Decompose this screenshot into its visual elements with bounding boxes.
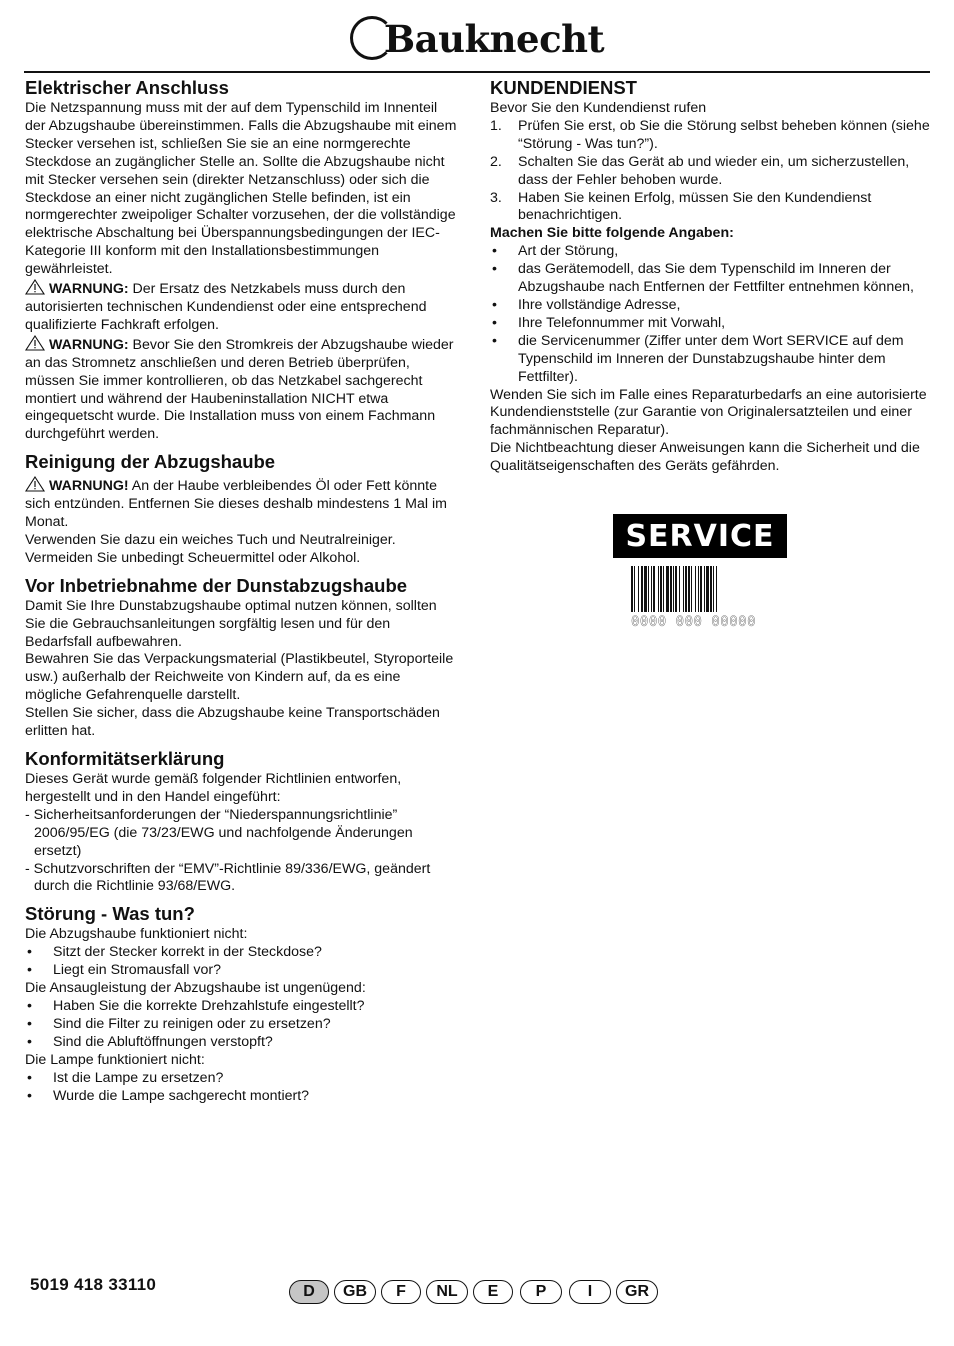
- service-code: 0000 000 00000: [631, 614, 757, 630]
- list-item: • Art der Störung,: [490, 243, 930, 261]
- brand-logo: [350, 12, 604, 66]
- barcode-bar: [666, 566, 669, 612]
- brand-name: Bauknecht: [383, 17, 605, 61]
- header: [0, 12, 954, 66]
- language-badge-p: P: [520, 1280, 562, 1304]
- list-item: • Ist die Lampe zu ersetzen?: [25, 1070, 461, 1088]
- warning-triangle-icon: [25, 279, 45, 295]
- barcode-bar: [658, 566, 659, 612]
- bullet-list: [25, 998, 461, 1052]
- warning-label: WARNUNG!: [49, 478, 129, 495]
- section-title: KUNDENDIENST: [490, 77, 637, 98]
- barcode-bar: [679, 566, 680, 612]
- warning-text: Bevor Sie den Stromkreis der Abzugshaube wieder an das Stromnetz anschließen und deren Betrieb überprüfen, müssen Sie immer kontrollieren, ob das Netzkabel sachgerecht montiert und während der Haubeninstallation NICHT etwa eingequetscht wurde. Die Installation muss von einem Fachmann durchgeführt werden.: [25, 336, 454, 443]
- step-number: 1.: [490, 117, 502, 134]
- bullet-list: [25, 1070, 461, 1106]
- language-badge-e: E: [473, 1280, 513, 1304]
- list-item: • Haben Sie die korrekte Drehzahlstufe eingestellt?: [25, 998, 461, 1016]
- barcode-icon: [631, 566, 769, 612]
- section-before-use: [25, 574, 461, 741]
- section-electrical: [25, 76, 461, 444]
- paragraph: Bevor Sie den Kundendienst rufen: [490, 100, 707, 116]
- paragraph: Damit Sie Ihre Dunstabzugshaube optimal nutzen können, sollten Sie die Gebrauchsanleitungen sorgfältig lesen und für den Bedarfsfall aufbewahren.: [25, 597, 437, 650]
- paragraph: Die Netzspannung muss mit der auf dem Typenschild im Innenteil der Abzugshaube übereinstimmen. Falls die Abzugshaube mit einem Stecker versehen ist, schließen Sie sie an eine normgerechte Steckdose an zugänglicher Stelle an. Sollte die Abzugshaube nicht mit Stecker versehen sein (direkter Netzanschluss) oder sich die Steckdose an einer nicht zugänglichen Stelle befinden, ist ein normgerechter zweipoliger Schalter vorzusehen, der die vollständige elektrische Abschaltung bei Überspannungsbedingungen der IEC-Kategorie III konform mit den Installationsbestimmungen gewährleistet.: [25, 100, 457, 278]
- language-badge-gb: GB: [334, 1280, 376, 1304]
- group-heading: Die Abzugshaube funktioniert nicht:: [25, 926, 248, 943]
- section-title: Reinigung der Abzugshaube: [25, 451, 276, 473]
- paragraph: Verwenden Sie dazu ein weiches Tuch und Neutralreiniger.: [25, 531, 396, 548]
- list-item: • Sind die Filter zu reinigen oder zu ersetzen?: [25, 1016, 461, 1034]
- barcode-bar: [685, 566, 687, 612]
- section-title: Elektrischer Anschluss: [25, 77, 229, 98]
- warning-label: WARNUNG:: [49, 336, 129, 353]
- list-item: [490, 118, 930, 154]
- section-customer-service: [490, 76, 930, 476]
- list-item: [490, 190, 930, 226]
- list-item: - Sicherheitsanforderungen der “Niederspannungsrichtlinie” 2006/95/EG (die 73/23/EWG und nachfolgende Änderungen ersetzt): [25, 806, 413, 859]
- barcode-bar: [688, 566, 690, 612]
- warning-note: [25, 476, 461, 532]
- step-text: Schalten Sie das Gerät ab und wieder ein, um sicherzustellen, dass der Fehler behoben wurde.: [518, 153, 910, 188]
- header-rule: [24, 71, 930, 73]
- barcode-bar: [675, 566, 677, 612]
- list-item: • Liegt ein Stromausfall vor?: [25, 962, 461, 980]
- service-label: [613, 514, 787, 630]
- barcode-bar: [704, 566, 705, 612]
- section-title: Störung - Was tun?: [25, 903, 195, 925]
- barcode-bar: [644, 566, 647, 612]
- paragraph: Dieses Gerät wurde gemäß folgender Richtlinien entworfen, hergestellt und in den Handel eingeführt:: [25, 771, 402, 805]
- barcode-bar: [653, 566, 655, 612]
- barcode-bar: [710, 566, 712, 612]
- left-column: [25, 76, 461, 1105]
- warning-note: [25, 335, 461, 444]
- list-item: • das Gerätemodell, das Sie dem Typenschild im Inneren der Abzugshaube nach Entfernen der Fettfilter entnehmen können,: [490, 261, 930, 297]
- service-title: SERVICE: [613, 514, 787, 558]
- barcode-bar: [700, 566, 702, 612]
- barcode-bar: [634, 566, 635, 612]
- warning-label: WARNUNG:: [49, 281, 129, 298]
- barcode-bar: [695, 566, 696, 612]
- group-heading: Die Lampe funktioniert nicht:: [25, 1051, 205, 1068]
- paragraph: Bewahren Sie das Verpackungsmaterial (Plastikbeutel, Styroporteile usw.) außerhalb der Reichweite von Kindern auf, da es eine mögliche Gefahrenquelle darstellt.: [25, 651, 454, 704]
- barcode-bar: [641, 566, 643, 612]
- paragraph: Die Nichtbeachtung dieser Anweisungen kann die Sicherheit und die Qualitätseigenschaften des Geräts gefährden.: [490, 440, 920, 475]
- section-conformity: [25, 747, 461, 896]
- group-heading: Die Ansaugleistung der Abzugshaube ist ungenügend:: [25, 980, 366, 997]
- list-item: • Sind die Abluftöffnungen verstopft?: [25, 1034, 461, 1052]
- bullet-list: [490, 243, 930, 386]
- barcode-bar: [673, 566, 674, 612]
- barcode-bar: [698, 566, 699, 612]
- bold-heading: Machen Sie bitte folgende Angaben:: [490, 225, 734, 242]
- list-item: • die Servicenummer (Ziffer unter dem Wort SERVICE auf dem Typenschild im Inneren der Dunstabzugshaube hinter dem Fettfilter).: [490, 333, 930, 387]
- numbered-list: [490, 118, 930, 225]
- language-badge-gr: GR: [616, 1280, 658, 1304]
- paragraph: Wenden Sie sich im Falle eines Reparaturbedarfs an eine autorisierte Kundendienststelle (zur Garantie von Originalersatzteilen und einer fachmännischen Reparatur).: [490, 386, 927, 439]
- language-badge-i: I: [569, 1280, 611, 1304]
- language-badge-f: F: [381, 1280, 421, 1304]
- barcode-bar: [713, 566, 714, 612]
- section-cleaning: [25, 450, 461, 568]
- barcode-bar: [716, 566, 717, 612]
- step-number: 3.: [490, 189, 502, 206]
- logo-ring-icon: [350, 16, 394, 60]
- list-item: • Sitzt der Stecker korrekt in der Steckdose?: [25, 944, 461, 962]
- barcode-bar: [683, 566, 684, 612]
- list-item: • Wurde die Lampe sachgerecht montiert?: [25, 1088, 461, 1106]
- barcode-bar: [663, 566, 664, 612]
- warning-triangle-icon: [25, 335, 45, 351]
- barcode-bar: [648, 566, 649, 612]
- section-title: Vor Inbetriebnahme der Dunstabzugshaube: [25, 574, 408, 596]
- list-item: • Ihre Telefonnummer mit Vorwahl,: [490, 315, 930, 333]
- step-number: 2.: [490, 153, 502, 170]
- language-badge-nl: NL: [426, 1280, 468, 1304]
- right-column: [490, 76, 930, 476]
- document-number: 5019 418 33110: [30, 1275, 157, 1294]
- barcode-bar: [706, 566, 709, 612]
- paragraph: Stellen Sie sicher, dass die Abzugshaube keine Transportschäden erlitten hat.: [25, 705, 440, 740]
- section-title: Konformitätserklärung: [25, 748, 225, 769]
- barcode-bar: [638, 566, 639, 612]
- barcode-bar: [660, 566, 662, 612]
- warning-text: An der Haube verbleibendes Öl oder Fett könnte sich entzünden. Entfernen Sie dieses deshalb mindestens 1 Mal im Monat.: [25, 478, 447, 531]
- warning-triangle-icon: [25, 476, 45, 492]
- list-item: • Ihre vollständige Adresse,: [490, 297, 930, 315]
- barcode-bar: [691, 566, 692, 612]
- section-troubleshooting: [25, 902, 461, 1105]
- warning-text: Der Ersatz des Netzkabels muss durch den autorisierten technischen Kundendienst oder eine entsprechend qualifizierte Fachkraft erfolgen.: [25, 281, 427, 333]
- barcode-bar: [631, 566, 633, 612]
- step-text: Haben Sie keinen Erfolg, müssen Sie den Kundendienst benachrichtigen.: [518, 189, 872, 224]
- language-badge-d: D: [289, 1280, 329, 1304]
- step-text: Prüfen Sie erst, ob Sie die Störung selbst beheben können (siehe “Störung - Was tun?”).: [518, 117, 930, 152]
- directive-list: [25, 807, 461, 897]
- list-item: - Schutzvorschriften der “EMV”-Richtlinie 89/336/EWG, geändert durch die Richtlinie 93/68/EWG.: [25, 860, 431, 895]
- warning-note: [25, 279, 461, 335]
- paragraph: Vermeiden Sie unbedingt Scheuermittel oder Alkohol.: [25, 549, 361, 566]
- bullet-list: [25, 944, 461, 980]
- barcode-bar: [651, 566, 652, 612]
- barcode-bar: [670, 566, 672, 612]
- list-item: [490, 154, 930, 190]
